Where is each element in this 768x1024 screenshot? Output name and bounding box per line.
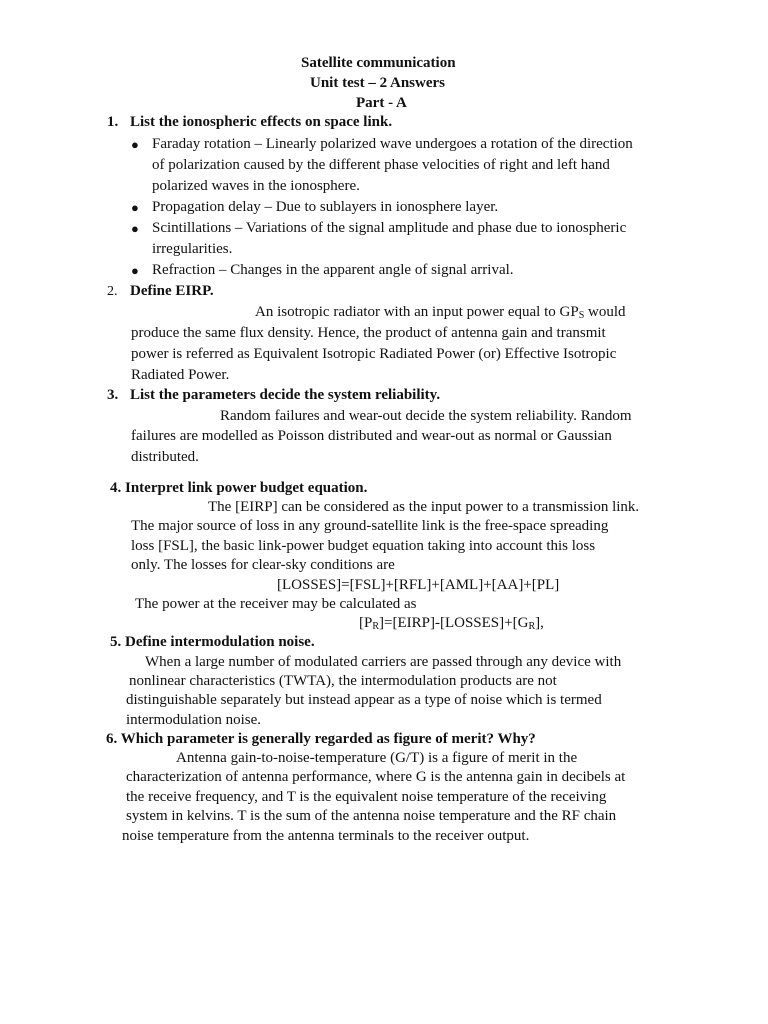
q4-line-3: loss [FSL], the basic link-power budget equation taking into account this loss (131, 538, 596, 554)
q3-title: List the parameters decide the system reliability. (130, 387, 441, 403)
q5-line-4: intermodulation noise. (126, 712, 261, 728)
q1-number: 1. (107, 114, 119, 130)
q6-title: 6. Which parameter is generally regarded as figure of merit? Why? (106, 731, 536, 747)
q2-number: 2. (107, 284, 118, 299)
q1-bullet-1-line-1: Faraday rotation – Linearly polarized wave undergoes a rotation of the direction (152, 136, 633, 152)
q1-bullet-1-line-2: of polarization caused by the different phase velocities of right and left hand (152, 157, 610, 173)
q1-bullet-1-line-3: polarized waves in the ionosphere. (152, 178, 360, 194)
q1-bullet-3-line-1: Scintillations – Variations of the signal amplitude and phase due to ionospheric (152, 220, 627, 236)
doc-subtitle: Unit test – 2 Answers (310, 75, 445, 91)
q4-eq-part-b: ]=[EIRP]-[LOSSES]+[G (379, 615, 529, 631)
q1-bullet-2-line-1: Propagation delay – Due to sublayers in ionosphere layer. (152, 199, 499, 215)
q1-bullet-4-line-1: Refraction – Changes in the apparent angle of signal arrival. (152, 262, 514, 278)
q2-line-4: Radiated Power. (131, 367, 230, 383)
doc-title: Satellite communication (301, 55, 456, 71)
q4-eq-part-c: ], (535, 615, 544, 631)
q3-line-3: distributed. (131, 449, 199, 465)
q6-line-3: the receive frequency, and T is the equivalent noise temperature of the receiving (126, 789, 607, 805)
q4-line-5: The power at the receiver may be calculated as (135, 596, 417, 612)
q5-line-3: distinguishable separately but instead appear as a type of noise which is termed (126, 692, 602, 708)
bullet-icon: ● (131, 137, 139, 152)
q5-line-1: When a large number of modulated carriers are passed through any device with (145, 654, 622, 670)
q6-line-5: noise temperature from the antenna terminals to the receiver output. (122, 828, 530, 844)
q4-eq-subscript-r2: R (528, 621, 536, 632)
q3-line-1: Random failures and wear-out decide the system reliability. Random (220, 408, 632, 424)
bullet-icon: ● (131, 221, 139, 236)
q4-line-2: The major source of loss in any ground-satellite link is the free-space spreading (131, 518, 609, 534)
q4-equation-losses: [LOSSES]=[FSL]+[RFL]+[AML]+[AA]+[PL] (277, 577, 560, 593)
q2-line-2: produce the same flux density. Hence, the product of antenna gain and transmit (131, 325, 606, 341)
q6-line-2: characterization of antenna performance, where G is the antenna gain in decibels at (126, 769, 626, 785)
q2-line-3: power is referred as Equivalent Isotropic Radiated Power (or) Effective Isotropic (131, 346, 617, 362)
q2-line-1 (255, 304, 626, 321)
q2-line-1-text: An isotropic radiator with an input power equal to GP (255, 304, 579, 320)
q4-eq-subscript-r1: R (372, 621, 380, 632)
q1-title: List the ionospheric effects on space link. (130, 114, 393, 130)
q6-line-4: system in kelvins. T is the sum of the antenna noise temperature and the RF chain (126, 808, 617, 824)
q5-title: 5. Define intermodulation noise. (110, 634, 315, 650)
q4-line-4: only. The losses for clear-sky conditions are (131, 557, 395, 573)
q4-line-1: The [EIRP] can be considered as the input power to a transmission link. (208, 499, 640, 515)
q1-bullet-3-line-2: irregularities. (152, 241, 233, 257)
q5-line-2: nonlinear characteristics (TWTA), the intermodulation products are not (129, 673, 557, 689)
q2-title: Define EIRP. (130, 283, 214, 299)
q4-title: 4. Interpret link power budget equation. (110, 480, 368, 496)
q3-number: 3. (107, 387, 119, 403)
q4-eq-part-a: [P (359, 615, 373, 631)
q6-line-1: Antenna gain-to-noise-temperature (G/T) is a figure of merit in the (176, 750, 578, 766)
q4-equation-received-power (359, 615, 544, 632)
bullet-icon: ● (131, 263, 139, 278)
q3-line-2: failures are modelled as Poisson distributed and wear-out as normal or Gaussian (131, 428, 612, 444)
q2-line-1-subscript: S (578, 310, 585, 321)
bullet-icon: ● (131, 200, 139, 215)
doc-part-label: Part - A (356, 95, 407, 111)
q2-line-1-end: would (584, 304, 626, 320)
